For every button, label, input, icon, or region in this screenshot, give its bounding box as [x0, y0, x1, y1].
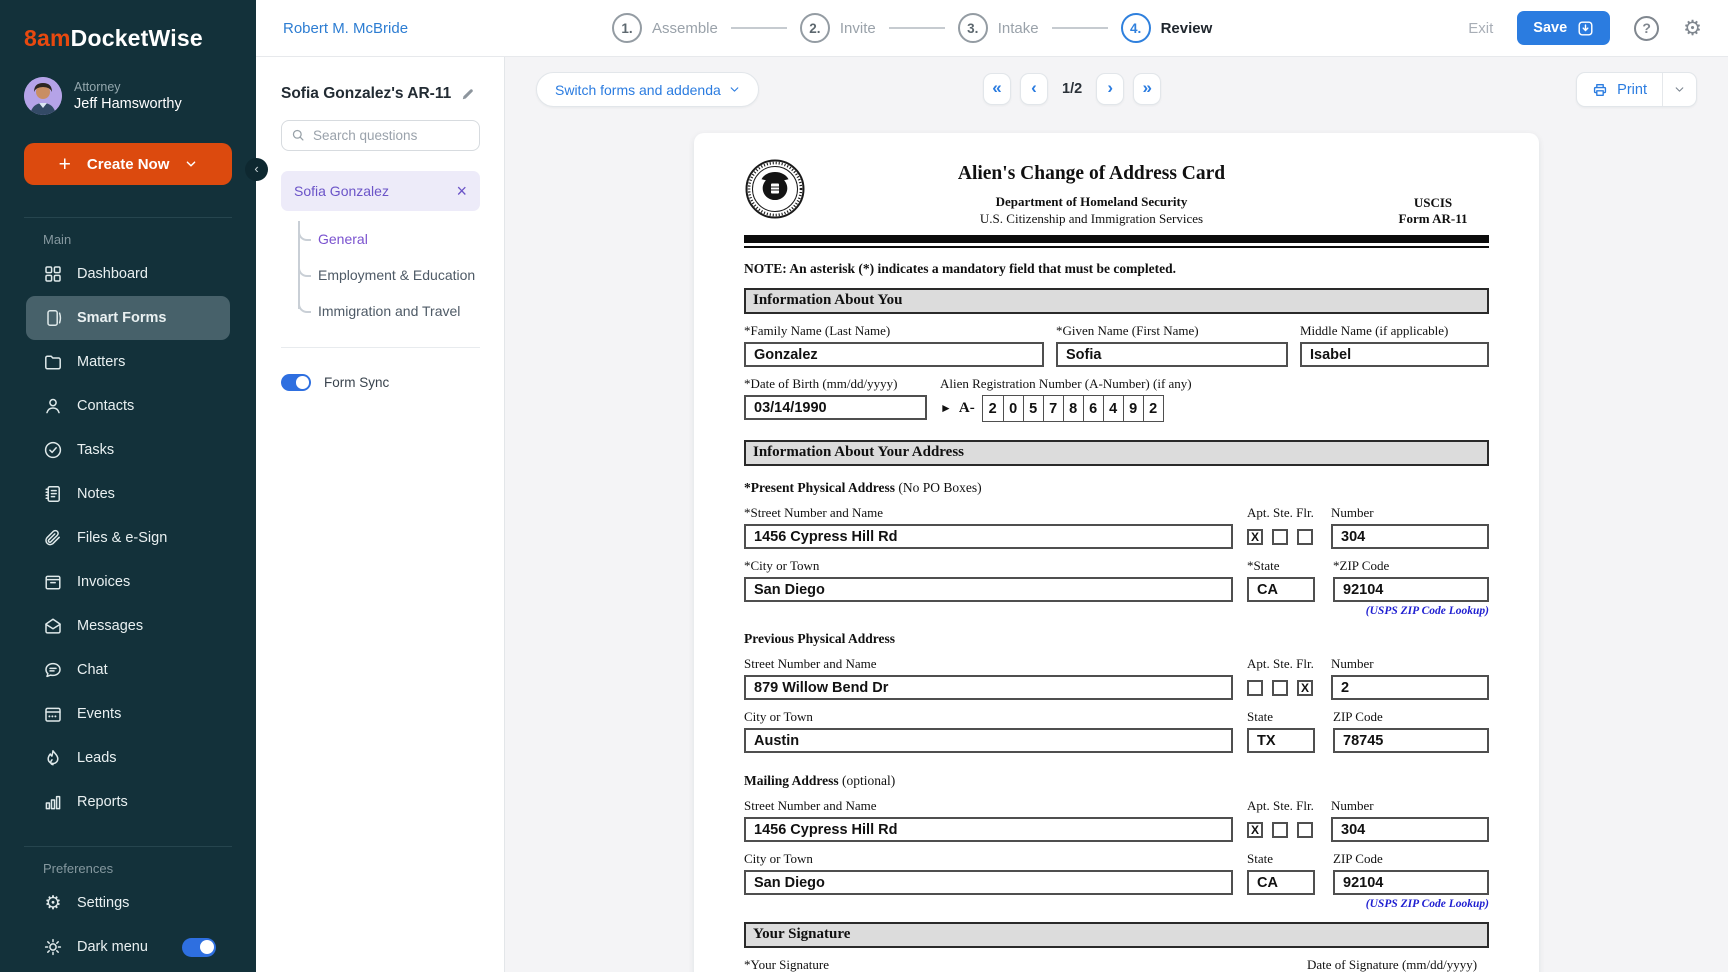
step-label: Intake [997, 19, 1039, 37]
a-digit[interactable]: 7 [1043, 396, 1063, 421]
sidebar-item-dashboard[interactable] [26, 252, 230, 296]
first-page-button[interactable]: « [983, 73, 1011, 105]
present-street-row [744, 496, 1489, 549]
present-apt-checkboxes [1247, 524, 1319, 549]
header-rule-thin [744, 246, 1489, 248]
chevron-down-icon [185, 158, 197, 170]
dashboard-icon [43, 264, 63, 284]
print-options-button[interactable] [1662, 73, 1696, 106]
a-prefix: A- [958, 400, 975, 416]
edit-pencil-icon[interactable] [460, 87, 475, 102]
chevron-down-icon [1674, 84, 1685, 95]
app-logo[interactable] [0, 0, 256, 52]
smart-forms-icon [43, 308, 63, 328]
sidebar-item-tasks[interactable] [26, 428, 230, 472]
close-icon[interactable]: × [456, 181, 467, 201]
a-digit[interactable]: 4 [1103, 396, 1123, 421]
panel-divider [281, 347, 480, 348]
sidebar-item-smart-forms[interactable] [26, 296, 230, 340]
sidebar-section-main: Main [43, 232, 72, 247]
dhs-seal [744, 158, 806, 220]
previous-city-row [744, 700, 1489, 753]
step-connector [731, 27, 787, 29]
pointer-icon: ► [940, 401, 952, 415]
collapse-sidebar-button[interactable]: ‹ [245, 158, 268, 181]
dark-menu-toggle[interactable] [182, 938, 216, 957]
field-label: ZIP Code [1333, 851, 1383, 866]
step-label: Review [1160, 19, 1213, 37]
field-mailing-apt-ste-flr [1247, 789, 1319, 842]
sidebar-item-messages[interactable] [26, 604, 230, 648]
field-label: Apt. Ste. Flr. [1247, 505, 1314, 520]
present-street-input[interactable]: 1456 Cypress Hill Rd [744, 524, 1233, 549]
uscis-label: USCIS [1413, 195, 1453, 210]
mailing-address-heading [744, 773, 1489, 789]
sidebar-item-label: Chat [77, 662, 108, 678]
header-rule-thick [744, 235, 1489, 243]
field-label: *Street Number and Name [744, 505, 883, 520]
a-digit[interactable]: 2 [1143, 396, 1163, 421]
search-questions-input[interactable] [281, 120, 480, 151]
step-assemble[interactable] [612, 13, 718, 43]
tree-item-general[interactable]: General [298, 221, 480, 257]
envelope-icon [43, 616, 63, 636]
stepper [612, 0, 1212, 56]
switch-forms-button[interactable] [536, 72, 759, 107]
mailing-city-row [744, 842, 1489, 895]
user-profile[interactable] [24, 77, 256, 115]
next-page-button[interactable]: › [1096, 73, 1124, 105]
dob-anumber-row [744, 367, 1489, 422]
flr-checkbox[interactable] [1297, 529, 1313, 545]
body-row [256, 57, 1728, 972]
sidebar-item-label: Invoices [77, 574, 131, 590]
field-label: Alien Registration Number (A-Number) (if any) [940, 376, 1192, 391]
form-title: Sofia Gonzalez's AR-11 [281, 85, 452, 102]
heading-bold: Previous Physical Address [744, 631, 896, 646]
field-given-name [1056, 314, 1288, 367]
person-chip[interactable] [281, 171, 480, 211]
save-label: Save [1533, 20, 1568, 36]
sidebar-divider [24, 217, 232, 218]
field-mailing-state [1247, 842, 1315, 895]
sidebar-item-label: Leads [77, 750, 117, 766]
field-label: *Given Name (First Name) [1056, 323, 1199, 338]
notebook-icon [43, 484, 63, 504]
field-previous-state [1247, 700, 1315, 753]
section-information-about-you: Information About You [744, 288, 1489, 314]
sidebar-item-contacts[interactable] [26, 384, 230, 428]
sidebar-item-events[interactable] [26, 692, 230, 736]
sidebar-item-label: Reports [77, 794, 128, 810]
chat-bubble-icon [43, 660, 63, 680]
mailing-city-input[interactable]: San Diego [744, 870, 1233, 895]
exit-button[interactable]: Exit [1468, 19, 1494, 37]
section-your-signature: Your Signature [744, 922, 1489, 948]
sidebar-item-files-esign[interactable] [26, 516, 230, 560]
field-label: *ZIP Code [1333, 558, 1390, 573]
field-mailing-zip [1333, 842, 1489, 895]
field-label: State [1247, 851, 1273, 866]
sidebar [0, 0, 256, 972]
print-button[interactable] [1577, 73, 1662, 106]
pagination [983, 73, 1161, 105]
field-label: *State [1247, 558, 1280, 573]
user-role: Attorney [74, 80, 121, 94]
a-digit[interactable]: 2 [988, 400, 997, 417]
step-label: Assemble [652, 19, 718, 37]
mailing-street-row [744, 789, 1489, 842]
create-now-button[interactable] [24, 143, 232, 185]
field-label: *Family Name (Last Name) [744, 323, 891, 338]
form-dept: Department of Homeland Security [995, 194, 1188, 209]
usps-link-row [744, 898, 1489, 910]
ste-checkbox[interactable] [1272, 680, 1288, 696]
content-area [505, 57, 1728, 972]
panel-title-row [281, 85, 480, 103]
sidebar-item-label: Contacts [77, 398, 135, 414]
user-meta [74, 80, 182, 112]
flr-checkbox[interactable] [1297, 822, 1313, 838]
save-button[interactable] [1517, 11, 1610, 45]
logo-docketwise: DocketWise [70, 25, 203, 51]
usps-zip-lookup-link[interactable]: (USPS ZIP Code Lookup) [1365, 605, 1489, 617]
step-connector [1052, 27, 1108, 29]
form-number: Form AR-11 [1398, 211, 1468, 226]
field-label: City or Town [744, 851, 813, 866]
sidebar-item-label: Settings [77, 895, 130, 911]
avatar [24, 77, 62, 115]
usps-link-row [744, 605, 1489, 617]
form-title-text: Alien's Change of Address Card [957, 163, 1226, 184]
previous-page-button[interactable]: ‹ [1020, 73, 1048, 105]
sidebar-item-label: Smart Forms [77, 310, 167, 326]
form-sync-row [281, 374, 480, 391]
present-state-input[interactable]: CA [1247, 577, 1315, 602]
field-previous-apt-ste-flr [1247, 647, 1319, 700]
field-present-state [1247, 549, 1315, 602]
sidebar-item-settings[interactable] [26, 881, 230, 925]
ste-checkbox[interactable] [1272, 822, 1288, 838]
present-number-input[interactable]: 304 [1331, 524, 1489, 549]
step-label: Invite [839, 19, 876, 37]
field-label: Apt. Ste. Flr. [1247, 656, 1314, 671]
a-number-row [940, 395, 1192, 422]
step-number: 3. [958, 13, 988, 43]
step-invite[interactable] [800, 13, 876, 43]
sidebar-section-preferences: Preferences [43, 861, 114, 876]
a-number-comb[interactable] [982, 395, 1164, 422]
switch-forms-label: Switch forms and addenda [555, 81, 721, 98]
field-label: Middle Name (if applicable) [1300, 323, 1449, 338]
a-digit[interactable]: 5 [1023, 396, 1043, 421]
name-row [744, 314, 1489, 367]
signature-row [744, 948, 1489, 972]
tree-item-immigration-travel[interactable]: Immigration and Travel [298, 293, 480, 329]
previous-street-row [744, 647, 1489, 700]
present-city-input[interactable]: San Diego [744, 577, 1233, 602]
sidebar-divider [24, 846, 232, 847]
field-signature-date [1307, 948, 1489, 972]
plus-icon: + [58, 152, 71, 176]
page-indicator: 1/2 [1062, 81, 1083, 97]
field-label: Number [1331, 656, 1374, 671]
field-present-zip [1333, 549, 1489, 602]
step-review[interactable] [1121, 13, 1213, 43]
field-present-apt-ste-flr [1247, 496, 1319, 549]
form-header-center [806, 158, 1377, 227]
calendar-icon [43, 704, 63, 724]
field-label: City or Town [744, 709, 813, 724]
field-label: Apt. Ste. Flr. [1247, 798, 1314, 813]
a-digit[interactable]: 0 [1003, 396, 1023, 421]
usps-zip-lookup-link[interactable]: (USPS ZIP Code Lookup) [1365, 898, 1489, 910]
sidebar-item-label: Files & e-Sign [77, 530, 168, 546]
folder-icon [43, 352, 63, 372]
sidebar-item-reports[interactable] [26, 780, 230, 824]
apt-checkbox[interactable]: X [1247, 529, 1263, 545]
sidebar-item-label: Dashboard [77, 266, 148, 282]
apt-checkbox[interactable]: X [1247, 822, 1263, 838]
last-page-button[interactable]: » [1133, 73, 1161, 105]
person-name: Sofia Gonzalez [294, 183, 389, 199]
previous-street-input[interactable]: 879 Willow Bend Dr [744, 675, 1233, 700]
previous-address-heading [744, 631, 1489, 647]
logo-8am: 8am [24, 25, 71, 51]
sidebar-item-chat[interactable] [26, 648, 230, 692]
sidebar-item-label: Events [77, 706, 122, 722]
form-sync-label: Form Sync [324, 375, 390, 390]
questions-panel [256, 57, 505, 972]
form-toolbar [505, 72, 1728, 107]
field-family-name [744, 314, 1044, 367]
field-label: *City or Town [744, 558, 820, 573]
sidebar-item-notes[interactable] [26, 472, 230, 516]
sidebar-item-label: Notes [77, 486, 115, 502]
family-name-input[interactable]: Gonzalez [744, 342, 1044, 367]
gear-icon: ⚙ [44, 892, 62, 914]
paperclip-icon [43, 528, 63, 548]
step-number: 1. [612, 13, 642, 43]
tree-item-employment-education[interactable]: Employment & Education [298, 257, 480, 293]
user-name: Jeff Hamsworthy [74, 96, 182, 112]
field-signature [744, 948, 1293, 972]
sidebar-item-dark-menu[interactable] [26, 925, 230, 969]
field-previous-number [1331, 647, 1489, 700]
mailing-number-input[interactable]: 304 [1331, 817, 1489, 842]
dob-input[interactable]: 03/14/1990 [744, 395, 927, 420]
field-label: Street Number and Name [744, 798, 877, 813]
step-number: 2. [800, 13, 830, 43]
form-agency: U.S. Citizenship and Immigration Services [979, 211, 1204, 226]
form-header [744, 158, 1489, 227]
save-download-icon [1577, 20, 1594, 37]
field-label: Street Number and Name [744, 656, 877, 671]
previous-zip-input[interactable]: 78745 [1333, 728, 1489, 753]
form-header-right [1377, 195, 1489, 227]
mailing-street-input[interactable]: 1456 Cypress Hill Rd [744, 817, 1233, 842]
present-city-row [744, 549, 1489, 602]
mailing-apt-checkboxes [1247, 817, 1319, 842]
sun-icon [43, 937, 63, 957]
previous-apt-checkboxes [1247, 675, 1319, 700]
previous-city-input[interactable]: Austin [744, 728, 1233, 753]
field-label: ZIP Code [1333, 709, 1383, 724]
search-wrap [281, 120, 480, 151]
top-bar [256, 0, 1728, 57]
sidebar-item-label: Tasks [77, 442, 115, 458]
heading-rest: (No PO Boxes) [895, 480, 982, 495]
client-link[interactable]: Robert M. McBride [283, 19, 409, 37]
person-icon [43, 396, 63, 416]
previous-number-input[interactable]: 2 [1331, 675, 1489, 700]
print-label: Print [1617, 81, 1647, 98]
search-icon [291, 128, 305, 142]
printer-icon [1592, 82, 1608, 98]
field-present-city [744, 549, 1233, 602]
step-connector [889, 27, 945, 29]
topbar-actions [1468, 11, 1702, 45]
field-label: State [1247, 709, 1273, 724]
present-address-heading [744, 480, 1489, 496]
help-button[interactable]: ? [1634, 16, 1659, 41]
form-note: NOTE: An asterisk (*) indicates a mandatory field that must be completed. [744, 261, 1176, 276]
present-zip-input[interactable]: 92104 [1333, 577, 1489, 602]
form-document [694, 133, 1539, 972]
mailing-state-input[interactable]: CA [1247, 870, 1315, 895]
heading-bold: Mailing Address [744, 773, 839, 788]
sidebar-item-label: Dark menu [77, 939, 148, 955]
heading-bold: *Present Physical Address [744, 480, 896, 495]
check-circle-icon [43, 440, 63, 460]
field-previous-zip [1333, 700, 1489, 753]
flame-icon [43, 748, 63, 768]
print-split-button [1576, 72, 1697, 107]
a-digit[interactable]: 8 [1063, 396, 1083, 421]
sidebar-item-invoices[interactable] [26, 560, 230, 604]
bar-chart-icon [43, 792, 63, 812]
field-mailing-number [1331, 789, 1489, 842]
main-column [256, 0, 1728, 972]
field-previous-city [744, 700, 1233, 753]
field-label: Number [1331, 798, 1374, 813]
archive-box-icon [43, 572, 63, 592]
question-tree [298, 221, 480, 329]
flr-checkbox[interactable]: X [1297, 680, 1313, 696]
field-mailing-city [744, 842, 1233, 895]
create-now-label: Create Now [86, 155, 170, 173]
field-label: Date of Signature (mm/dd/yyyy) [1307, 957, 1478, 972]
field-present-number [1331, 496, 1489, 549]
section-information-about-address: Information About Your Address [744, 440, 1489, 466]
field-previous-street [744, 647, 1233, 700]
ste-checkbox[interactable] [1272, 529, 1288, 545]
field-present-street [744, 496, 1233, 549]
sidebar-item-leads[interactable] [26, 736, 230, 780]
field-dob [744, 367, 927, 422]
settings-gear-button[interactable]: ⚙ [1683, 16, 1702, 40]
field-label: Number [1331, 505, 1374, 520]
step-number: 4. [1121, 13, 1151, 43]
form-sync-toggle[interactable] [281, 374, 311, 391]
given-name-input[interactable]: Sofia [1056, 342, 1288, 367]
field-label: *Your Signature [744, 957, 829, 972]
sidebar-item-matters[interactable] [26, 340, 230, 384]
field-mailing-street [744, 789, 1233, 842]
sidebar-item-label: Matters [77, 354, 126, 370]
middle-name-input[interactable]: Isabel [1300, 342, 1489, 367]
heading-rest: (optional) [838, 773, 896, 788]
field-middle-name [1300, 314, 1489, 367]
apt-checkbox[interactable] [1247, 680, 1263, 696]
mailing-zip-input[interactable]: 92104 [1333, 870, 1489, 895]
step-intake[interactable] [958, 13, 1039, 43]
chevron-down-icon [729, 84, 740, 95]
sidebar-item-label: Messages [77, 618, 144, 634]
sidebar-nav [0, 252, 256, 824]
field-label: *Date of Birth (mm/dd/yyyy) [744, 376, 898, 391]
a-digit[interactable]: 9 [1123, 396, 1143, 421]
previous-state-input[interactable]: TX [1247, 728, 1315, 753]
a-digit[interactable]: 6 [1083, 396, 1103, 421]
field-a-number [940, 367, 1192, 422]
